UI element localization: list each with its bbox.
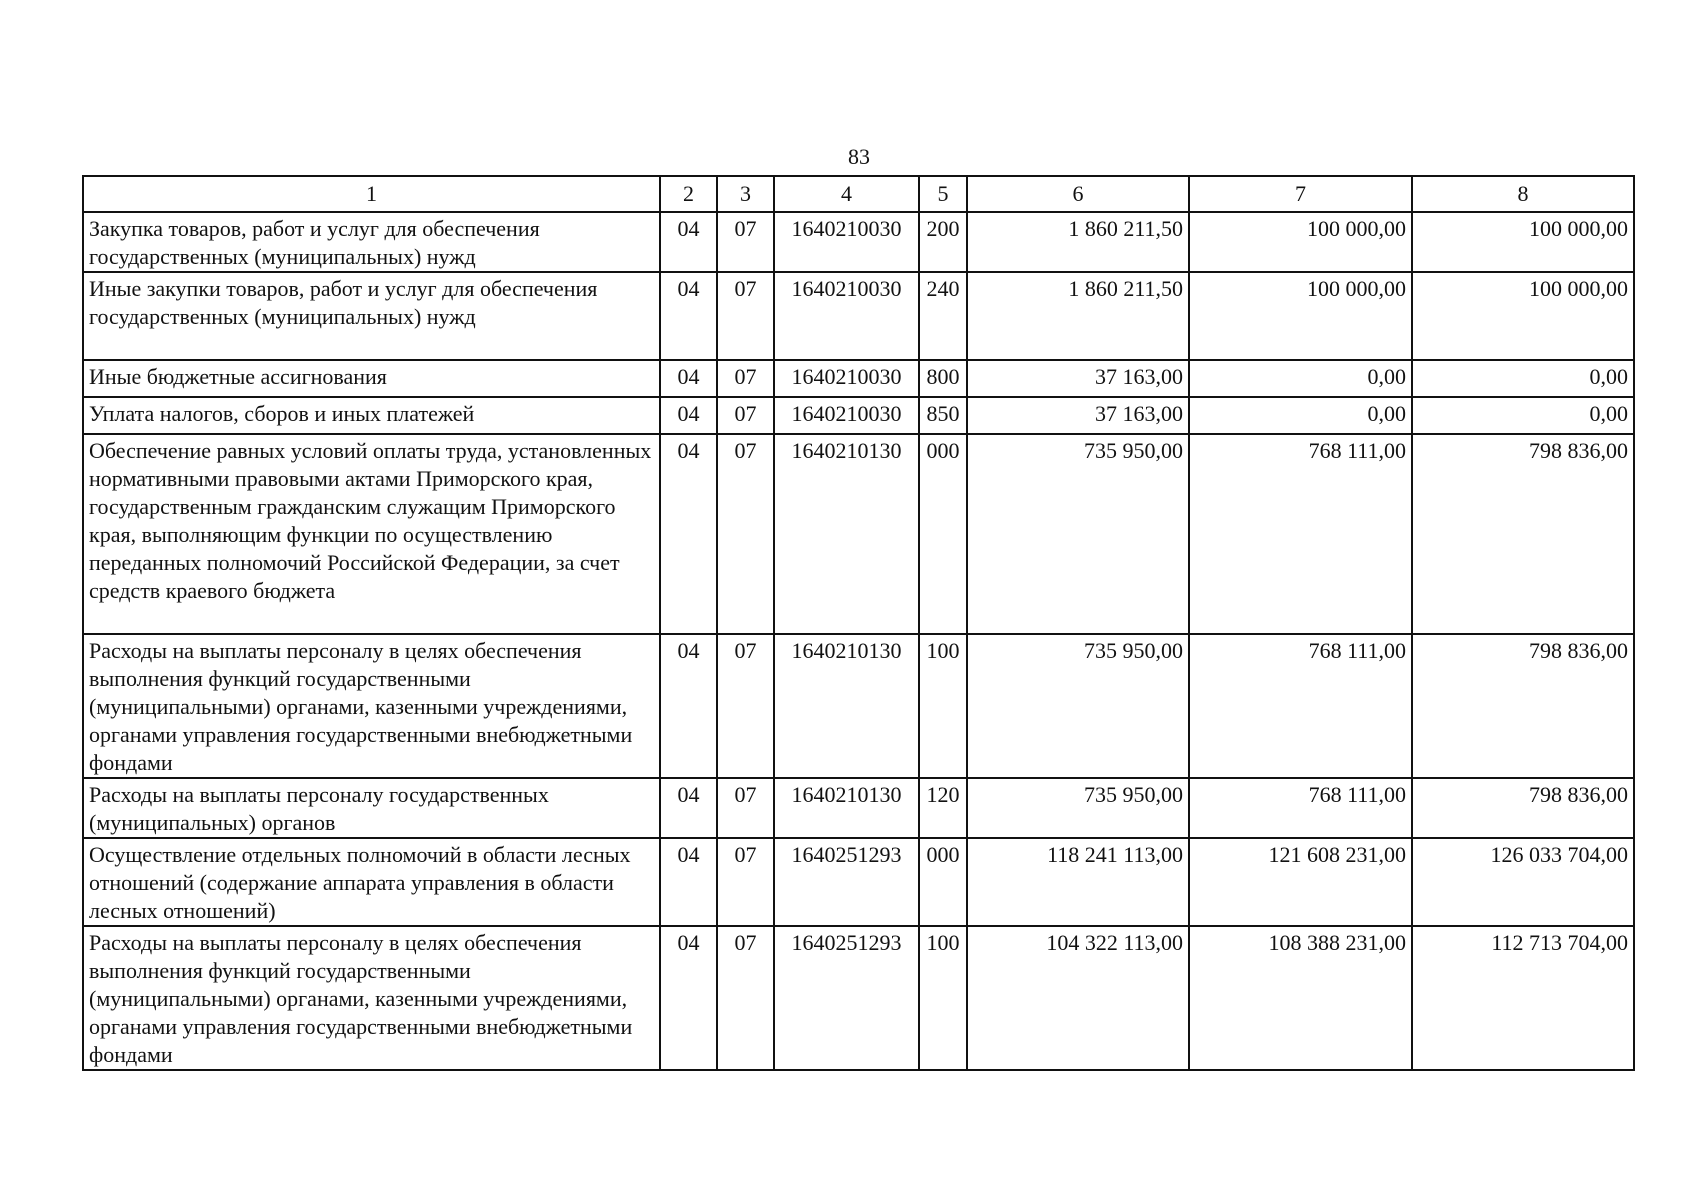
row-amount-6: 1 860 211,50	[967, 272, 1189, 360]
table-row	[83, 434, 1634, 634]
row-name: Расходы на выплаты персоналу государственных (муниципальных) органов	[83, 778, 660, 838]
row-target-article: 1640210030	[774, 397, 919, 434]
row-name: Иные закупки товаров, работ и услуг для обеспечения государственных (муниципальных) нужд	[83, 272, 660, 360]
row-section: 04	[660, 778, 717, 838]
row-amount-7: 121 608 231,00	[1189, 838, 1412, 926]
row-amount-6: 1 860 211,50	[967, 212, 1189, 272]
row-amount-8: 798 836,00	[1412, 434, 1634, 634]
row-target-article: 1640210130	[774, 778, 919, 838]
row-name: Обеспечение равных условий оплаты труда, установленных нормативными правовыми актами Приморского края, государственным гражданским служащим Приморского края, выполняющим функции по осуществлению переданных полномочий Российской Федерации, за счет средств краевого бюджета	[83, 434, 660, 634]
row-amount-7: 768 111,00	[1189, 434, 1412, 634]
row-expense-type: 000	[919, 434, 967, 634]
header-col-2: 2	[660, 176, 717, 212]
row-expense-type: 200	[919, 212, 967, 272]
row-name: Осуществление отдельных полномочий в области лесных отношений (содержание аппарата управления в области лесных отношений)	[83, 838, 660, 926]
table-row	[83, 838, 1634, 926]
budget-table	[82, 175, 1635, 1071]
row-amount-7: 768 111,00	[1189, 778, 1412, 838]
header-col-4: 4	[774, 176, 919, 212]
row-expense-type: 000	[919, 838, 967, 926]
row-section: 04	[660, 434, 717, 634]
row-target-article: 1640251293	[774, 838, 919, 926]
row-subsection: 07	[717, 212, 774, 272]
row-section: 04	[660, 272, 717, 360]
table-row	[83, 397, 1634, 434]
table-row	[83, 360, 1634, 397]
row-expense-type: 850	[919, 397, 967, 434]
header-col-1: 1	[83, 176, 660, 212]
header-col-6: 6	[967, 176, 1189, 212]
row-amount-8: 798 836,00	[1412, 778, 1634, 838]
row-subsection: 07	[717, 778, 774, 838]
row-amount-7: 100 000,00	[1189, 272, 1412, 360]
row-amount-7: 768 111,00	[1189, 634, 1412, 778]
header-row	[83, 176, 1634, 212]
row-amount-7: 0,00	[1189, 360, 1412, 397]
row-name: Расходы на выплаты персоналу в целях обеспечения выполнения функций государственными (муниципальными) органами, казенными учреждениями, органами управления государственными внебюджетными фондами	[83, 926, 660, 1070]
row-amount-6: 37 163,00	[967, 360, 1189, 397]
row-subsection: 07	[717, 272, 774, 360]
row-amount-7: 0,00	[1189, 397, 1412, 434]
row-target-article: 1640210030	[774, 212, 919, 272]
row-amount-7: 100 000,00	[1189, 212, 1412, 272]
header-col-5: 5	[919, 176, 967, 212]
table-row	[83, 778, 1634, 838]
row-amount-6: 735 950,00	[967, 778, 1189, 838]
row-target-article: 1640210130	[774, 434, 919, 634]
row-expense-type: 100	[919, 634, 967, 778]
row-amount-6: 735 950,00	[967, 634, 1189, 778]
row-subsection: 07	[717, 360, 774, 397]
row-expense-type: 120	[919, 778, 967, 838]
row-amount-7: 108 388 231,00	[1189, 926, 1412, 1070]
row-amount-8: 126 033 704,00	[1412, 838, 1634, 926]
row-name: Расходы на выплаты персоналу в целях обеспечения выполнения функций государственными (муниципальными) органами, казенными учреждениями, органами управления государственными внебюджетными фондами	[83, 634, 660, 778]
row-expense-type: 240	[919, 272, 967, 360]
page-number: 83	[848, 144, 870, 169]
table-row	[83, 212, 1634, 272]
row-target-article: 1640251293	[774, 926, 919, 1070]
header-col-7: 7	[1189, 176, 1412, 212]
header-col-8: 8	[1412, 176, 1634, 212]
table-row	[83, 272, 1634, 360]
row-amount-6: 118 241 113,00	[967, 838, 1189, 926]
row-amount-6: 735 950,00	[967, 434, 1189, 634]
row-subsection: 07	[717, 634, 774, 778]
row-section: 04	[660, 397, 717, 434]
row-amount-8: 798 836,00	[1412, 634, 1634, 778]
row-amount-6: 37 163,00	[967, 397, 1189, 434]
row-amount-6: 104 322 113,00	[967, 926, 1189, 1070]
row-expense-type: 100	[919, 926, 967, 1070]
row-name: Иные бюджетные ассигнования	[83, 360, 660, 397]
row-subsection: 07	[717, 434, 774, 634]
row-section: 04	[660, 926, 717, 1070]
row-section: 04	[660, 360, 717, 397]
header-col-3: 3	[717, 176, 774, 212]
row-section: 04	[660, 212, 717, 272]
row-amount-8: 0,00	[1412, 397, 1634, 434]
row-expense-type: 800	[919, 360, 967, 397]
row-name: Уплата налогов, сборов и иных платежей	[83, 397, 660, 434]
row-name: Закупка товаров, работ и услуг для обеспечения государственных (муниципальных) нужд	[83, 212, 660, 272]
row-amount-8: 112 713 704,00	[1412, 926, 1634, 1070]
row-subsection: 07	[717, 926, 774, 1070]
table-row	[83, 926, 1634, 1070]
row-subsection: 07	[717, 397, 774, 434]
row-section: 04	[660, 634, 717, 778]
row-amount-8: 100 000,00	[1412, 212, 1634, 272]
row-target-article: 1640210030	[774, 360, 919, 397]
row-target-article: 1640210030	[774, 272, 919, 360]
row-amount-8: 100 000,00	[1412, 272, 1634, 360]
row-section: 04	[660, 838, 717, 926]
row-target-article: 1640210130	[774, 634, 919, 778]
row-subsection: 07	[717, 838, 774, 926]
row-amount-8: 0,00	[1412, 360, 1634, 397]
table-row	[83, 634, 1634, 778]
